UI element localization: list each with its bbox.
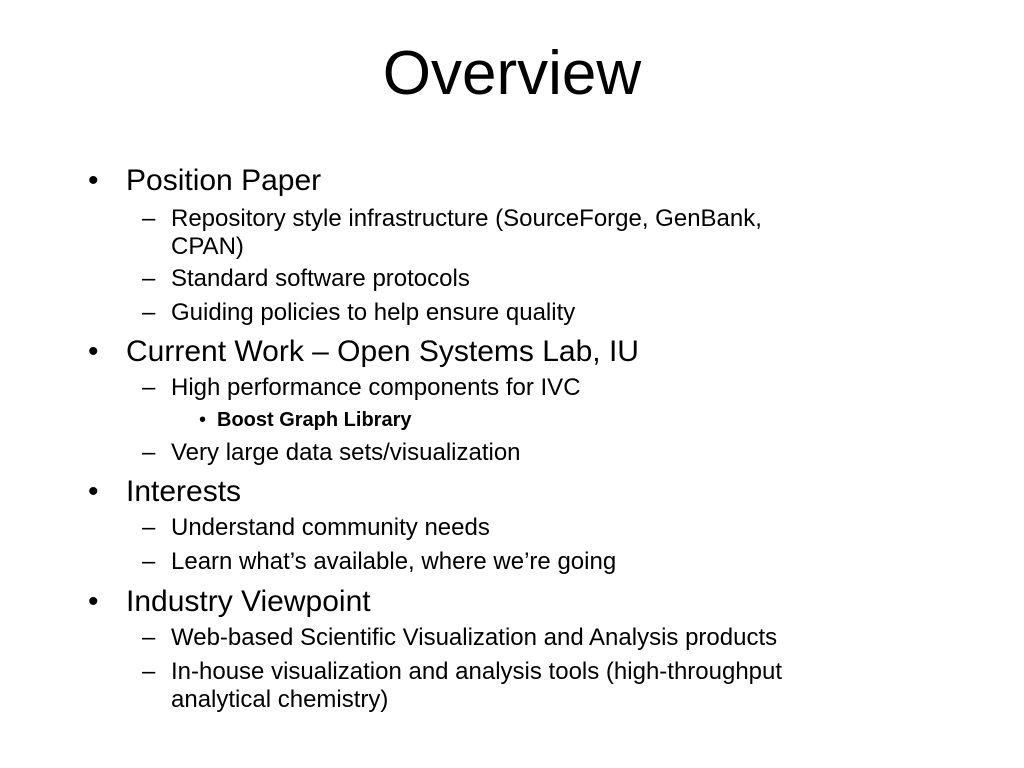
subbullet-text: Very large data sets/visualization (171, 439, 521, 466)
subbullet-text-continued: analytical chemistry) (171, 686, 389, 713)
bullet-label: Interests (126, 475, 242, 508)
bullet-label: Industry Viewpoint (126, 585, 371, 618)
slide-title: Overview (382, 39, 642, 108)
dash-marker: – (142, 514, 156, 541)
bullet-marker: • (88, 585, 99, 618)
dash-marker: – (142, 548, 156, 575)
bullet-marker: • (199, 409, 207, 431)
subbullet-text: Learn what’s available, where we’re going (171, 548, 617, 575)
subbullet-text: Repository style infrastructure (SourceForge, GenBank, (171, 205, 762, 232)
subbullet-text-continued: CPAN) (171, 233, 244, 260)
dash-marker: – (142, 205, 156, 232)
dash-marker: – (142, 439, 156, 466)
bullet-marker: • (88, 475, 99, 508)
subsubbullet-text: Boost Graph Library (217, 409, 412, 431)
dash-marker: – (142, 624, 156, 651)
bullet-marker: • (88, 335, 99, 368)
bullet-label: Position Paper (126, 164, 322, 197)
subbullet-text: Guiding policies to help ensure quality (171, 299, 576, 326)
subbullet-text: Standard software protocols (171, 265, 470, 292)
subbullet-text: High performance components for IVC (171, 374, 581, 401)
subbullet-text: In-house visualization and analysis tools (high-throughput (171, 658, 783, 685)
dash-marker: – (142, 374, 156, 401)
subbullet-text: Web-based Scientific Visualization and Analysis products (171, 624, 778, 651)
dash-marker: – (142, 265, 156, 292)
dash-marker: – (142, 299, 156, 326)
dash-marker: – (142, 658, 156, 685)
bullet-label: Current Work – Open Systems Lab, IU (126, 335, 639, 368)
bullet-marker: • (88, 164, 99, 197)
subbullet-text: Understand community needs (171, 514, 490, 541)
